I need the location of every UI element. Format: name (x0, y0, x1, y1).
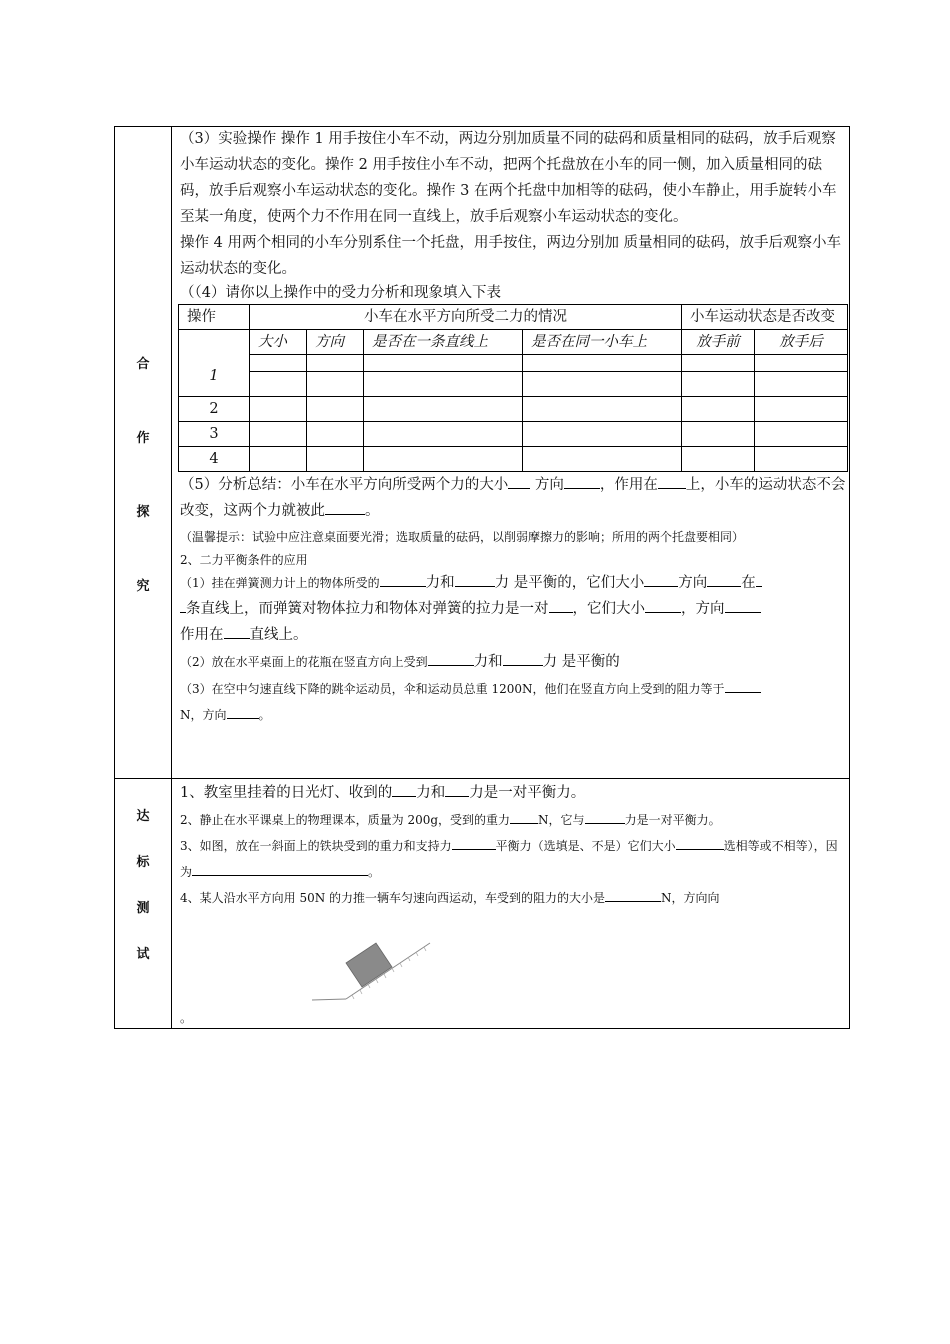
header-motion-state: 小车运动状态是否改变 (682, 305, 848, 330)
subheader-direction: 方向 (307, 330, 364, 355)
table-cell[interactable] (250, 355, 307, 372)
side-char: 达 (136, 809, 150, 824)
question-3: （3）在空中匀速直线下降的跳伞运动员，伞和运动员总重 1200N，他们在竖直方向上受到的阻力等于 N，方向 。 (180, 676, 849, 728)
table-cell[interactable] (523, 447, 682, 472)
blank[interactable] (585, 810, 625, 824)
table-cell[interactable] (250, 422, 307, 447)
side-char: 究 (136, 579, 150, 594)
side-char: 作 (136, 431, 150, 446)
question-1: （1）挂在弹簧测力计上的物体所受的 力和 力 是平衡的，它们大小 方向 在 条直线上，而弹簧对物体拉力和物体对弹簧的拉力是一对 ，它们大小 ，方向 作用在 直线上。 (180, 570, 849, 648)
table-cell[interactable] (307, 447, 364, 472)
test-4: 4、某人沿水平方向用 50N 的力推一辆车匀速向西运动，车受到的阻力的大小是 N，方向向 (180, 885, 849, 911)
subheader-same-line: 是否在一条直线上 (364, 330, 523, 355)
subheader-same-cart: 是否在同一小车上 (523, 330, 682, 355)
table-cell[interactable] (307, 397, 364, 422)
blank[interactable] (445, 780, 469, 797)
test-1: 1、教室里挂着的日光灯、收到的 力和 力是一对平衡力。 (180, 779, 849, 807)
analysis-summary: （5）分析总结：小车在水平方向所受两个力的大小 方向 ，作用在 上，小车的运动状态不会改变，这两个力就被此 。 (180, 472, 849, 524)
observation-table (178, 304, 848, 472)
blank[interactable] (725, 679, 761, 693)
table-cell[interactable] (250, 372, 307, 397)
row-label-2: 2 (179, 397, 250, 422)
table-cell[interactable] (682, 447, 755, 472)
table-cell[interactable] (755, 447, 848, 472)
worksheet-table (114, 126, 850, 1029)
side-char: 测 (136, 901, 150, 916)
blank[interactable] (392, 780, 416, 797)
blank[interactable] (756, 570, 762, 587)
test-2: 2、静止在水平课桌上的物理课本，质量为 200g，受到的重力 N，它与 力是一对平衡力。 (180, 807, 849, 833)
table-cell[interactable] (755, 422, 848, 447)
table-cell[interactable] (364, 355, 523, 372)
blank[interactable] (227, 705, 259, 719)
table-cell[interactable] (682, 422, 755, 447)
blank[interactable] (503, 649, 543, 666)
blank[interactable] (707, 570, 741, 587)
test-section (172, 779, 850, 1029)
blank[interactable] (455, 570, 495, 587)
end-mark: 。 (180, 1011, 193, 1025)
header-operation: 操作 (179, 305, 250, 330)
side-label-standard-test (115, 779, 172, 1029)
row-label-1: 1 (179, 330, 250, 397)
blank[interactable] (658, 472, 686, 489)
blank[interactable] (510, 810, 538, 824)
subheader-size: 大小 (250, 330, 307, 355)
row-label-4: 4 (179, 447, 250, 472)
table-cell[interactable] (307, 372, 364, 397)
test-3: 3、如图，放在一斜面上的铁块受到的重力和支持力 平衡力（选填是、不是）它们大小 选相等或不相等），因为 。 (180, 833, 849, 885)
blank[interactable] (676, 836, 724, 850)
blank[interactable] (380, 570, 426, 587)
table-cell[interactable] (307, 422, 364, 447)
table-cell[interactable] (682, 372, 755, 397)
table-cell[interactable] (364, 397, 523, 422)
tip-text: （温馨提示：试验中应注意桌面要光滑；选取质量的砝码，以削弱摩擦力的影响；所用的两个托盘要相同） (180, 530, 745, 544)
blank[interactable] (325, 498, 365, 515)
blank[interactable] (725, 596, 761, 613)
table-cell[interactable] (250, 447, 307, 472)
iron-block (346, 943, 392, 987)
table-cell[interactable] (682, 355, 755, 372)
table-cell[interactable] (364, 447, 523, 472)
subheader-before-release: 放手前 (682, 330, 755, 355)
table-cell[interactable] (755, 355, 848, 372)
operation-4: 操作 4 用两个相同的小车分别系住一个托盘，用手按住，两边分别加 质量相同的砝码，放手后观察小车运动状态的变化。 (180, 235, 842, 277)
table-cell[interactable] (523, 397, 682, 422)
blank[interactable] (452, 836, 496, 850)
table-cell[interactable] (523, 422, 682, 447)
subheading-application: 2、二力平衡条件的应用 (180, 553, 308, 567)
side-char: 试 (136, 947, 150, 962)
table-cell[interactable] (364, 422, 523, 447)
experiment-steps: （3）实验操作 操作 1 用手按住小车不动，两边分别加质量不同的砝码和质量相同的砝码，放手后观察小车运动状态的变化。操作 2 用手按住小车不动，把两个托盘放在小车的同一侧，加入质量相同的砝码，放手后观察小车运动状态的变化。操作 3 在两个托盘中加相等的砝码，使小车静止，用手旋转小车至某一角度，使两个力不作用在同一直线上，放手后观察小车运动状态的变化。 (180, 131, 837, 225)
table-cell[interactable] (364, 372, 523, 397)
side-char: 标 (136, 855, 150, 870)
blank[interactable] (508, 472, 530, 489)
blank[interactable] (428, 649, 474, 666)
table-cell[interactable] (523, 355, 682, 372)
question-2: （2）放在水平桌面上的花瓶在竖直方向上受到 力和 力 是平衡的 (180, 648, 849, 676)
inquiry-section (172, 127, 850, 779)
blank[interactable] (224, 622, 250, 639)
blank[interactable] (549, 596, 573, 613)
table-instruction: （（4）请你以上操作中的受力分析和现象填入下表 (180, 285, 501, 301)
table-cell[interactable] (682, 397, 755, 422)
blank[interactable] (645, 596, 681, 613)
subheader-after-release: 放手后 (755, 330, 848, 355)
blank[interactable] (644, 570, 678, 587)
blank[interactable] (605, 888, 661, 902)
side-label-cooperative-inquiry (115, 127, 172, 779)
table-cell[interactable] (755, 397, 848, 422)
side-char: 探 (136, 505, 150, 520)
ground-line (312, 999, 346, 1000)
blank[interactable] (564, 472, 600, 489)
blank[interactable] (192, 862, 368, 876)
table-cell[interactable] (307, 355, 364, 372)
table-cell[interactable] (250, 397, 307, 422)
side-char: 合 (136, 357, 150, 372)
table-cell[interactable] (755, 372, 848, 397)
incline-figure (308, 937, 438, 1007)
row-label-3: 3 (179, 422, 250, 447)
table-cell[interactable] (523, 372, 682, 397)
header-force: 小车在水平方向所受二力的情况 (250, 305, 682, 330)
